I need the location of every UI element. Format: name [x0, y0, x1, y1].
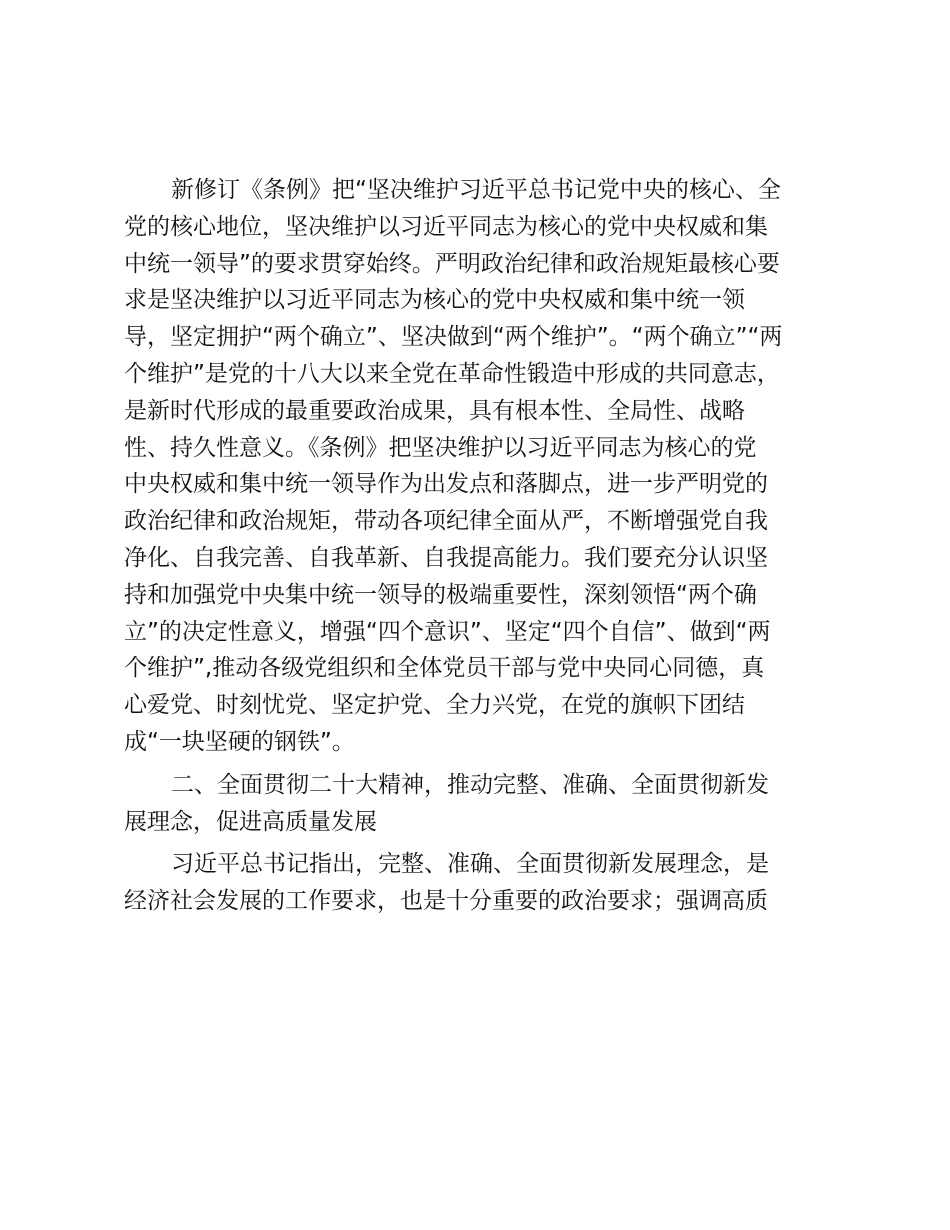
paragraph-line: 是新时代形成的最重要政治成果，具有根本性、全局性、战略 — [124, 397, 745, 424]
paragraph-line: 新修订《条例》把“坚决维护习近平总书记党中央的核心、全 — [171, 177, 781, 203]
paragraph-line: 习近平总书记指出，完整、准确、全面贯彻新发展理念，是 — [171, 851, 769, 878]
paragraph-line: 中统一领导”的要求贯穿始终。严明政治纪律和政治规矩最核心要 — [124, 250, 780, 277]
paragraph-line: 党的核心地位，坚决维护以习近平同志为核心的党中央权威和集 — [124, 213, 768, 240]
paragraph-line: 中央权威和集中统一领导作为出发点和落脚点，进一步严明党的 — [124, 471, 768, 498]
paragraph-line: 经济社会发展的工作要求，也是十分重要的政治要求；强调高质 — [124, 888, 768, 915]
paragraph-line: 心爱党、时刻忧党、坚定护党、全力兴党，在党的旗帜下团结 — [124, 692, 745, 719]
paragraph-line: 净化、自我完善、自我革新、自我提高能力。我们要充分认识坚 — [124, 544, 768, 571]
paragraph-line: 个维护”是党的十八大以来全党在革命性锻造中形成的共同意志， — [124, 360, 780, 387]
paragraph-line: 个维护”,推动各级党组织和全体党员干部与党中央同心同德，真 — [124, 655, 765, 682]
body-text — [124, 172, 836, 920]
section-heading-line: 展理念，促进高质量发展 — [124, 808, 377, 835]
paragraph-line: 政治纪律和政治规矩，带动各项纪律全面从严，不断增强党自我 — [124, 508, 768, 535]
paragraph-line: 成“一块坚硬的钢铁”。 — [124, 728, 355, 755]
section-heading-line: 二、全面贯彻二十大精神，推动完整、准确、全面贯彻新发 — [171, 771, 769, 798]
paragraph-line: 立”的决定性意义，增强“四个意识”、坚定“四个自信”、做到“两 — [124, 618, 771, 645]
paragraph-line: 持和加强党中央集中统一领导的极端重要性，深刻领悟“两个确 — [124, 581, 757, 608]
paragraph-line: 导，坚定拥护“两个确立”、坚决做到“两个维护”。“两个确立”“两 — [124, 324, 783, 351]
paragraph-line: 求是坚决维护以习近平同志为核心的党中央权威和集中统一领 — [124, 287, 745, 314]
paragraph-line: 性、持久性意义。《条例》把坚决维护以习近平同志为核心的党 — [124, 434, 757, 461]
